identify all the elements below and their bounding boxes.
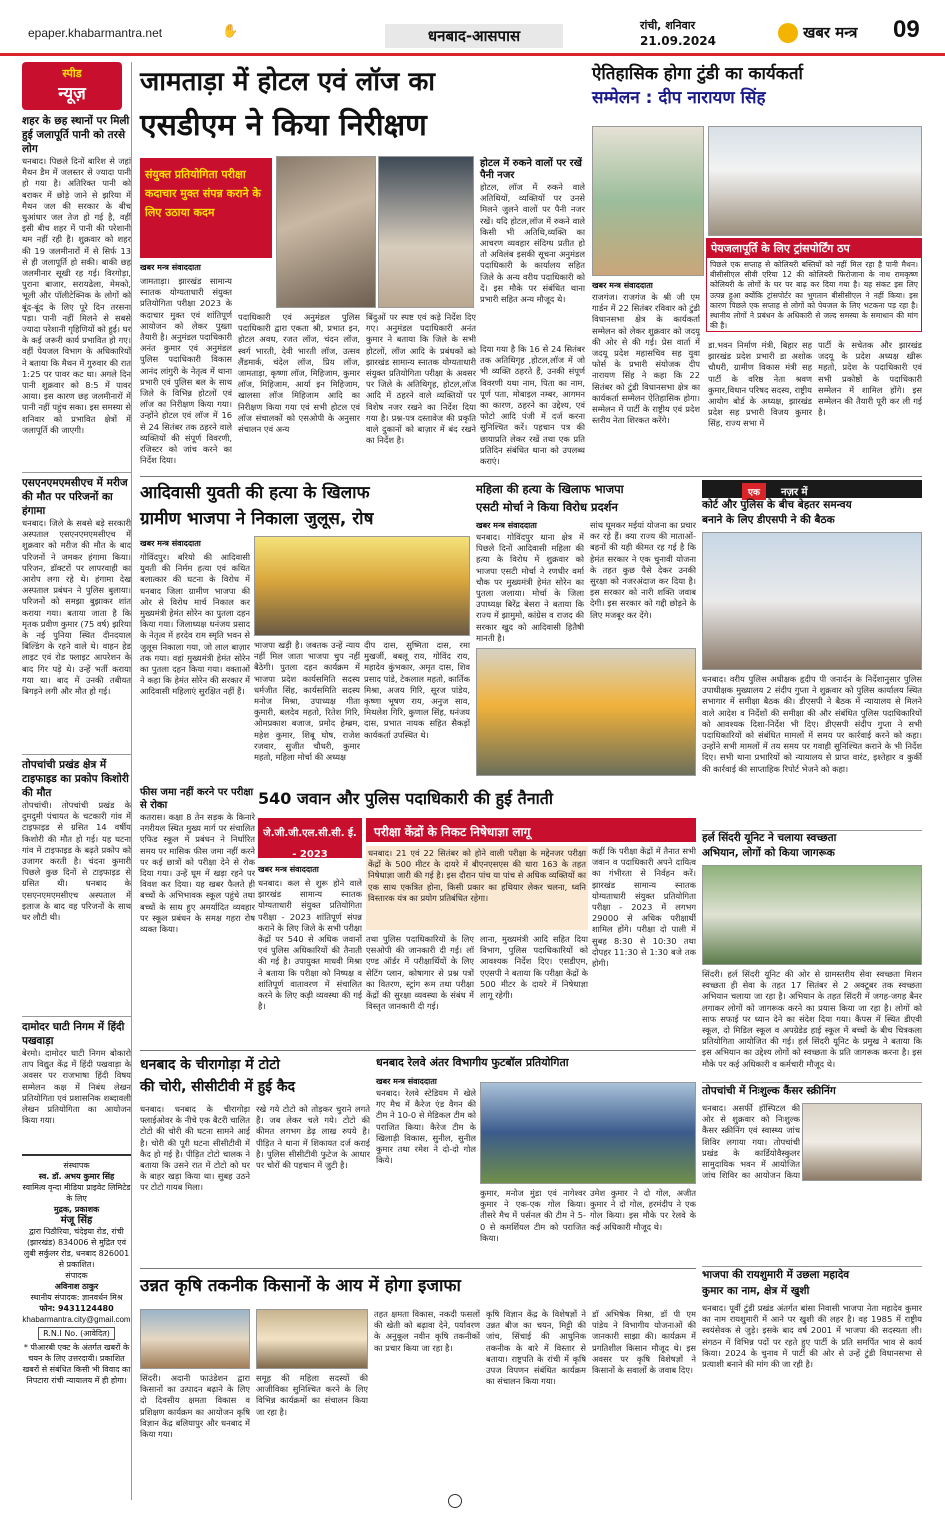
divider-2 (140, 1050, 696, 1051)
toto-col-1: धनबाद। धनबाद के चीरागोड़ा फ्लाईओवर के नीचे एक बैटरी चालित टोटो की चोरी की घटना सामने आई है। चोरी की पूरी घटना सीसीटीवी में कैद हो गई है। पीड़ित टोटो चालक ने बताया कि उसने रात में टोटो को घर के बाहर खड़ा किया था। सुबह उठने पर टोटो गायब मिला। (140, 1104, 250, 1193)
section-box (366, 818, 696, 842)
imprint-phone: फोन: 9431124480 (39, 1304, 114, 1313)
speed-item-2-body: धनबाद। जिले के सबसे बड़े सरकारी अस्पताल एसएनएमएमसीएच में शुक्रवार को मरीज की मौत के बाद परिजनों ने जमकर हंगामा किया। परिजन, डॉक्टरों पर लापरवाही का आरोप लगा रहे थे। हंगामा देख अस्पताल प्रबंधन ने पुलिस बुलाया। परिजनों को समझा बुझाकर शांत कराया गया। बताया जाता है कि मृतक प्रवीण कुमार (75 वर्ष) झरिया के नई पुनिया स्थित दीनदयाल बिल्डिंग के रहने वाले थे। वाहन हेड लाइट एवं रोड फ्लाइट आपरेशन के बाद गिर पड़े थे। उन्हें भर्ती कराया गया था। बाद में उनकी तबीयत बिगड़ने लगी और मौत हो गई। (22, 518, 131, 697)
lead-side-title: होटल में रुकने वालों पर रखें पैनी नजर (480, 158, 582, 181)
city-day: रांची, शनिवार (640, 19, 696, 32)
tundi-headline-1: ऐतिहासिक होगा टुंडी का कार्यकर्ता (592, 64, 803, 84)
tundi-story (592, 62, 922, 472)
cancer-body-left: धनबाद। असर्फी हॉस्पिटल की ओर से शुक्रवार को निःशुल्क कैंसर स्क्रीनिंग एवं स्वास्थ्य जांच शिविर लगाया गया। तोपचांची प्रखंड के कार्डियोवैस्कुलर सामुदायिक भवन में आयोजित जांच शिविर का आयोजन किया (702, 1103, 800, 1181)
exam-box-text: जे.जी.जी.एल.सी.सी. ई. - 2023 (263, 828, 357, 860)
krishi-col-2: समूह की महिला सदस्यों की आजीविका सुनिश्चित करने के लिए विभिन्न कार्यक्रमों का संचालन किया जा रहा है। (256, 1373, 368, 1417)
bjp-women-col-2: सांथ घूमकर मईयां योजना का प्रचार कर रहे हैं। क्या राज्य की माताओं-बहनों की यही कीमत रह गई है कि हेमंत सरकार ने एक चुनावी योजना के तहत कुछ पैसे देकर उनकी सुरक्षा को नजरअंदाज कर दिया है। इस सरकार को नारी शक्ति जवाब देगी। इस सरकार को गद्दी छोड़ने के लिए मजबूर कर देंगे। (590, 520, 696, 620)
bjp-mahadev-headline-1: भाजपा की रायशुमारी में उछला महादेव (702, 1269, 850, 1281)
deploy-col-2: तथा पुलिस पदाधिकारियों के लिए एसओपी की जानकारी दी गई। लॉ एण्ड ऑर्डर में परीक्षार्थियों के लिए सेटिंग प्लान, कोषागार से प्रश्न पत्रों का वितरण, स्ट्रांग रूम तथा परीक्षा केंद्रों की सुरक्षा व्यवस्था के संबंध में विस्तृत जानकारी दी गई। (366, 934, 474, 1012)
krishi-story (140, 1268, 696, 1508)
tundi-col-2: डा.भवन निर्माण मंत्री, बिहार सह झारखंड प्रदेश प्रभारी डा अशोक चौधरी, ग्रामीण विकास मंत्री सह पार्टी के वरिष्ठ नेता श्रवण कुमार,विधान परिषद सदस्य, राष्ट्रीय आयोग बोर्ड के अध्यक्ष, झारखंड प्रदेश सह प्रभारी विजय कुमार सिंह, राज्य सभा में (708, 340, 812, 429)
fees-title: फीस जमा नहीं करने पर परीक्षा से रोका (140, 787, 254, 811)
section-title-text: धनबाद-आसपास (427, 27, 521, 45)
fees-body: कतरास। कक्षा 8 तेन सड़क के किनारे नगरीयल स्थित मुख्य मार्ग पर संचालित एफिड स्कूल में प्रबंधन ने निर्धारित समय पर मासिक फीस जमा नहीं करने पर कई छात्रों को परीक्षा देने से रोक दिया गया। उन्हें घूम में खड़ा रहने पर विवश कर दिया। यह खबर फैलते ही बच्चों के अभिभावक स्कूल पहुंचे तथा बच्चों के साथ हुए अमर्यादित व्यवहार पर स्कूल प्रबंधन के समक्ष गहरा रोष व्यक्त किया। (140, 812, 255, 935)
brand-name: खबर मन्त्र (803, 23, 858, 42)
speed-item-1-body: धनबाद। पिछले दिनों बारिश से जहां मैथन डैम में जलस्तर से ज्यादा पानी हो गया है। अतिरिक्त पानी को बराकर में छोड़े जाने से झरिया में मैथन जल की सरकार के बीच धुआंधार जल तेज हो गई है, वहीं इसी बीच शहर में पानी की परेशानी थम नहीं रही है। शुक्रवार को शहर की 19 जलमीनारों में से सिर्फ 13 से ही जलापूर्ति हो सकी। बाकी छह जलमीनार सूखी रह गई। विरगोड़ा, पुराना बाजार, सरायढेला, मेमको, भूली और पॉलीटेक्निक के लोगों को बूंद-बूंद के लिए पूरे दिन तरसना पड़ा। पानी नहीं मिलने से सबसे ज्यादा परेशानी गृहिणियों को हुई। घर के कई जरूरी कार्य प्रभावित हो गए। वहीं पेयजल विभाग के अधिकारियों ने बताया कि मैथन में गुरुवार की रात 1:25 पर पावर कट था। अगले दिन पानी शुक्रवार को 8:5 में पावर आया। इस कारण छह जलमीनारों में पानी नहीं पहुंच सका। इस समस्या से शनिवार को प्रभावित क्षेत्रों में जलापूर्ति की जाएगी। (22, 156, 131, 435)
krishi-col-5: डॉ अभिषेक मिश्रा, डॉ पी एम पांडेय ने विभागीय योजनाओं की जानकारी साझा की। कार्यक्रम में प्रगतिशील किसान मौजूद थे। इस अवसर पर कृषि विशेषज्ञों ने किसानों के सवालों के जवाब दिए। (592, 1309, 696, 1376)
speed-item-2 (22, 472, 131, 750)
krishi-headline: उन्नत कृषि तकनीक किसानों के आय में होगा इजाफा (140, 1276, 461, 1296)
bjp-women-byline: खबर मन्त्र संवाददाता (476, 521, 537, 530)
football-byline: खबर मन्त्र संवाददाता (376, 1077, 437, 1086)
water-box-title-text: पेयजलापूर्ति के लिए ट्रांसपोर्टिंग ठप (711, 242, 850, 255)
bjp-women-col-1: धनबाद। गोविंदपुर थाना क्षेत्र में पिछले दिनों आदिवासी महिला की हत्या के विरोध में शुक्रवार को भाजपा एसटी मोर्चा ने रणधीर वर्मा चौक पर मुख्यमंत्री हेमंत सोरेन का पुतला जलाया। मोर्चा के जिला उपाध्यक्ष बिरेंद्र बेसरा ने बताया कि राज्य में झामुमो, कांग्रेस व राजद की सरकार खुद को आदिवासी हितैषी मानती है। (476, 532, 584, 643)
cancer-photo (802, 1103, 922, 1181)
deploy-col-4: कहीं कि परीक्षा केंद्रों में तैनात सभी जवान व पदाधिकारी अपने दायित्व का गंभीरता से निर्वहन करें। झारखंड सामान्य स्नातक योग्यताधारी संयुक्त प्रतियोगिता परीक्षा - 2023 में लगभग 29000 से अधिक परीक्षार्थी शामिल होंगे। परीक्षा दो पाली में सुबह 8:30 से 10:30 तथा दोपहर 11:30 से 1:30 बजे तक होगी। (592, 846, 696, 969)
hurl-story (702, 830, 922, 1078)
court-headline-2: बनाने के लिए डीएसपी ने की बैठक (702, 514, 835, 526)
court-box (702, 480, 922, 825)
krishi-col-4: कृषि विज्ञान केंद्र के विशेषज्ञों ने उन्नत बीज का चयन, मिट्टी की जांच, सिंचाई की आधुनिक तकनीक के बारे में विस्तार से बताया। राष्ट्रपति के रांची में कृषि उपज विपणन संबंधित कार्यक्रम का संचालन किया गया। (486, 1309, 586, 1387)
printer-name: मंजू सिंह (60, 1215, 93, 1226)
krishi-photo-2 (256, 1309, 368, 1369)
court-body: धनबाद। वरीय पुलिस अधीक्षक हृदीप पी जनार्दन के निर्देशानुसार पुलिस उपाधीक्षक मुख्यालय 2 संदीप गुप्ता ने शुक्रवार को पुलिस कार्यालय स्थित सभागार में समीक्षा बैठक की। डीएसपी ने बैठक में न्यायालय से मिलने वाले आदेश व निर्देशों की समीक्षा की और संबंधित पुलिस पदाधिकारियों को आवश्यक दिशा-निर्देश भी दिए। डीएसपी संदीप गुप्ता ने सभी पदाधिकारियों को संबंधित मामलों में समय पर कार्रवाई करने को कहा। उन्होंने सभी मामलों में तय समय पर गवाही सुनिश्चित कराने के भी निर्देश दिए। सभी थाना प्रभारियों को न्यायालय से प्राप्त वारंट, इश्तेहार व कुर्की की कार्रवाई की साप्ताहिक रिपोर्ट भेजने को कहा। (702, 674, 922, 774)
fees-story (140, 786, 255, 1031)
page-number: 09 (893, 16, 920, 43)
water-box (706, 238, 922, 332)
speed-item-3-body: तोपचांची। तोपचांची प्रखंड के दुमदुमी पंचायत के चटकारी गांव में टाइफाइड से ग्रसित 14 वर्षीय किशोरी की मौत हो गई। यह घटना गांव में टाइफाइड के बढ़ते प्रकोप को उजागर करती है। चंदना कुमारी पिछले कुछ दिनों से टाइफाइड से ग्रसित थी। धनबाद के एसएनएमएमसीएच अस्पताल में इलाज के बाद वह परिजनों के साथ घर लौटी थी। (22, 800, 131, 923)
printer-label: मुद्रक, प्रकाशक (53, 1205, 100, 1214)
imprint-email[interactable]: khabarmantra.city@gmail.com (22, 1315, 131, 1324)
court-photo (702, 532, 922, 670)
imprint-address: द्वारा पिठौरिया, चंदेइया रोड, रांची (झारखंड) 834006 से मुद्रित एवं लुबी सर्कुलर रोड, धनबाद 826001 से प्रकाशित। (23, 1227, 130, 1269)
lead-col-4: दिया गया है कि 16 से 24 सितंबर तक अतिथिगृह ,होटल,लॉज में जो भी व्यक्ति ठहरते हैं, उनकी संपूर्ण विवरणी यथा नाम, पिता का नाम, पूर्ण पता, मोबाइल नम्बर, आगमन का कारण, ठहरने का उद्देश्य, एवं फोटो आदि पंजी में दर्ज करना सुनिश्चित करें। पहचान पत्र की छायाप्रति लेकर रखें तथा एक प्रति प्रतिदिन संबंधित थाना को उपलब्ध कराएं। (480, 344, 585, 467)
imprint-disclaimer: * पीआरबी एक्ट के अंतर्गत खबरों के चयन के लिए उत्तरदायी। प्रकाशित खबरों से संबंधित किसी भी विवाद का निपटारा रांची न्यायालय में ही होगा। (22, 1343, 131, 1385)
hurl-headline-1: हर्ल सिंदरी यूनिट ने चलाया स्वच्छता (702, 832, 837, 844)
masthead (0, 0, 945, 56)
speed-news-tag-top: स्पीड (62, 67, 82, 80)
tundi-headline-2: सम्मेलन : दीप नारायण सिंह (592, 88, 766, 108)
court-tag-title: नज़र में (780, 487, 808, 498)
football-col-1: धनबाद। रेलवे स्टेडियम में खेले गए मैच में कैरेज एंड वैगन की टीम ने 10-0 से मेडिकल टीम को पराजित किया। कैरेज टीम के खिलाड़ी विकास, सुनील, सुनील कुमार तथा रमेश ने दो-दो गोल किये। (376, 1088, 476, 1166)
hurl-photo (702, 865, 922, 965)
cursor-icon: ✋ (222, 24, 239, 39)
deploy-col-1: धनबाद। कल से शुरू होने वाले झारखंड सामान्य स्नातक योग्यताधारी संयुक्त प्रतियोगिता परीक्षा - 2023 शांतिपूर्ण संपन्न कराने के लिए जिले के सभी परीक्षा केंद्रों पर 540 से अधिक जवानों एवं पुलिस अधिकारियों की तैनाती की गई है। उपायुक्त माधवी मिश्रा ने बताया कि परीक्षा को निष्पक्ष व शांतिपूर्ण वातावरण में संचालित करने के लिए कड़ी व्यवस्था की गई है। (258, 878, 362, 1012)
lead-col-1: जामताड़ा। झारखंड सामान्य स्नातक योग्यताधारी संयुक्त प्रतियोगिता परीक्षा 2023 के कदाचार मुक्त एवं शांतिपूर्ण आयोजन को लेकर पुख्ता तैयारी है। अनुमंडल पदाधिकारी अनंत कुमार एवं अनुमंडल पुलिस पदाधिकारी विकास आनंद लांगुरी के नेतृत्व में थाना प्रभारी एवं पुलिस बल के साथ जिले के विभिन्न होटलों एवं लॉज का निरीक्षण किया गया। उन्होंने होटल एवं लॉज में 16 से 24 सितंबर तक ठहरने वाले व्यक्तियों की संपूर्ण विवरणी, रजिस्टर को जांच करने का निर्देश दिया। (140, 276, 232, 466)
section-box-body: धनबाद। 21 एवं 22 सितंबर को होने वाली परीक्षा के मद्देनजर परीक्षा केंद्रों के 500 मीटर के दायरे में बीएनएसएस की धारा 163 के तहत निषेधाज्ञा जारी की गई है। इस दौरान पांच या पांच से अधिक व्यक्तियों का एक साथ एकत्रित होना, किसी प्रकार का हथियार लेकर चलना, ध्वनि विस्तारक यंत्र का प्रयोग प्रतिबंधित रहेगा। (366, 846, 588, 930)
bjp-women-photo (476, 648, 696, 776)
krishi-col-3: तहत क्षमता विकास, नकदी फसलों की खेती को बढ़ावा देने, पर्यावरण के अनुकूल नवीन कृषि तकनीकों का प्रचार किया जा रहा है। (374, 1309, 480, 1353)
football-headline: धनबाद रेलवे अंतर विभागीय फुटबॉल प्रतियोगिता (376, 1056, 569, 1069)
local-editor: स्थानीय संपादक: ज्ञानवर्धन मिश्र (30, 1293, 123, 1302)
krishi-col-1: सिंदरी। अदानी फाउंडेशन द्वारा किसानों का उत्पादन बढ़ाने के लिए दो दिवसीय क्षमता विकास व प्रशिक्षण कार्यक्रम का आयोजन कृषि विज्ञान केंद्र बलियापुर और धनबाद में किया गया। (140, 1373, 250, 1440)
divider-1 (140, 476, 922, 477)
registration-mark-icon (448, 1494, 462, 1508)
founder-name: स्व. डॉ. अभय कुमार सिंह (38, 1172, 115, 1181)
speed-item-4-body: बेरमो। दामोदर घाटी निगम बोकारो ताप विद्युत केंद्र में हिंदी पखवाड़ा के अवसर पर राजभाषा हिंदी विषय सम्मेलन कक्ष में निबंध लेखन प्रतियोगिता एवं प्रशासनिक शब्दावली लेखन प्रतियोगिता का आयोजन किया गया। (22, 1048, 131, 1126)
lead-subhead-box (140, 158, 272, 258)
lead-col-3: बिंदुओं पर स्पष्ट एवं कड़े निर्देश दिए गए। अनुमंडल पदाधिकारी अनंत कुमार ने बताया कि जिले के सभी होटलों, लॉज आदि के प्रबंधकों को झारखंड सामान्य स्नातक योग्यताधारी संयुक्त प्रतियोगिता परीक्षा के अवसर पर जिले के अतिथिगृह, होटल,लॉज आदि में ठहरने वाले व्यक्तियों पर विशेष नजर रखने का निर्देश दिया गया है। प्रश्न-पत्र दस्तावेज की प्रकृति वाले दुकानों को बाज़ार में बंद रखने का निर्देश है। (366, 312, 476, 446)
lead-side-box (480, 158, 585, 340)
football-col-2: कुमार, मनोज मुंडा एवं नागेश्वर कुमार ने एक-एक गोल किया। तीसरे मैच में पर्सनल की टीम ने 5-0 से कमर्शियल टीम को पराजित किया। (480, 1188, 586, 1243)
editor-label: संपादक (65, 1271, 88, 1280)
lead-photo-2 (378, 156, 474, 308)
court-tag (702, 480, 922, 498)
hurl-body: सिंदरी। हर्ल सिंदरी यूनिट की ओर से ग्रामस्तरीय सेवा स्वच्छता मिशन स्वच्छता ही सेवा के तहत 17 सितंबर से 2 अक्टूबर तक स्वच्छता अभियान चलाया जा रहा है। अभियान के तहत सिंदरी में जगह-जगह बैनर लगाकर लोगों को जागरूक करने का प्रयास किया जा रहा है। लोगों को साफ सफाई पर ध्यान देने का संदेश दिया गया। कैंपस में स्थित डीएवी स्कूल, दो मिडिल स्कूल व अपग्रेडेड हाई स्कूल में बच्चों के बीच चित्रकला प्रतियोगिता आयोजित की गई। हर्ल सिंदरी यूनिट के प्रमुख ने बताया कि इस अभियान का उद्देश्य लोगों को स्वच्छता के प्रति जागरूक करना है। इस मौके पर कई अधिकारी व कर्मचारी मौजूद थे। (702, 969, 922, 1069)
adivasi-col-1: गोविंदपुर। बरियो की आदिवासी युवती की निर्मम हत्या एवं कथित बलात्कार की घटना के विरोध में धनबाद जिला ग्रामीण भाजपा की ओर से विरोध मार्च निकाल कर मुख्यमंत्री हेमंत सोरेन का पुतला दहन किया गया। जिलाध्यक्ष धनंजय प्रसाद के नेतृत्व में हरदेव राम स्मृति भवन से जुलूस निकाला गया, जो लाल बाज़ार तक गया। वहां मुख्यमंत्री हेमंत सोरेन का पुतला दहन किया गया। वक्ताओं ने कहा कि हेमंत सोरेन की सरकार में आदिवासी महिलाएं सुरक्षित नहीं हैं। (140, 552, 250, 697)
krishi-photo-1 (140, 1309, 250, 1369)
bjp-women-headline-1: महिला की हत्या के खिलाफ भाजपा (476, 482, 624, 496)
speed-item-4-title: दामोदर घाटी निगम में हिंदी पखवाड़ा (22, 1021, 125, 1047)
imprint (22, 1154, 131, 1386)
adivasi-photo (254, 536, 470, 636)
section-title (385, 24, 563, 48)
lead-subhead-text: संयुक्त प्रतियोगिता परीक्षा कदाचार मुक्त संपन्न कराने के लिए उठाया कदम (145, 168, 261, 219)
toto-headline-2: की चोरी, सीसीटीवी में हुई कैद (140, 1079, 296, 1095)
toto-story (140, 1054, 370, 1274)
lead-col-2: पदाधिकारी एवं अनुमंडल पुलिस पदाधिकारी द्वारा एकता श्री, प्रभात इन, होटल अवध, रजत लॉज, चंदन लॉज, स्वर्ग भारती, देवी भारती लॉज, उत्सव लैंडमार्क, चंदेल लॉज, प्रिय लॉज, जामताड़ा, कृष्णा लॉज, मिहिजाम, कुमार लॉज, मिहिजाम, आर्या इन मिहिजाम, खालसा लॉज मिहिजाम आदि का निरीक्षण किया गया एवं सभी होटल एवं लॉज संचालकों को एसओपी के अनुसार संचालन एवं अन्य (238, 312, 360, 435)
epaper-url[interactable]: epaper.khabarmantra.net (28, 26, 163, 40)
brand-logo-icon (778, 23, 798, 43)
exam-box (258, 818, 362, 858)
adivasi-col-2: भाजपा खड़ी है। जबतक उन्हें न्याय नहीं मिल जाता भाजपा चुप नहीं बैठेगी। पुतला दहन कार्यक्रम में भाजपा प्रदेश कार्यसमिति सदस्य धर्मजीत सिंह, कार्यसमिति सदस्य मनोज मिश्रा, उपाध्यक्ष गीता कुमारी, बलदेव महतो, रितेश गिरि, ओमप्रकाश बजाज, प्रमोद हेम्ब्रम, महेश कुमार, शिबू घोष, राजेश रजवार, सुजीत चौधरी, कुमार महतो, महिला मोर्चा की अध्यक्ष (254, 640, 360, 763)
court-headline-1: कोर्ट और पुलिस के बीच बेहतर समन्वय (702, 499, 852, 511)
lead-side-body: होटल, लॉज में रुकने वाले अतिथियों, व्यक्तियों पर उनसे मिलने जुलने वालों पर पैनी नजर रखें। यदि होटल,लॉज में रुकने वाले किसी भी अतिथि,व्यक्ति का आचरण व्यवहार संदिग्ध प्रतीत हो तो अविलंब इसकी सूचना अनुमंडल पदाधिकारी के कार्यालय सहित जिले के अन्य वरीय पदाधिकारी को दें। इस मौके पर संबंधित थाना प्रभारी सहित अन्य मौजूद थे। (480, 182, 585, 305)
toto-col-2: रखे गये टोटो को तोड़कर चुराने लगते हैं। जब लेकर चले गये। टोटो की कीमत लगभग डेढ़ लाख रुपये है। पीड़ित ने थाना में शिकायत दर्ज कराई है। पुलिस सीसीटीवी फुटेज के आधार पर चोरों की पहचान में जुटी है। (256, 1104, 370, 1171)
speed-news-tag-bottom: न्यूज़ (58, 84, 86, 104)
speed-item-3 (22, 754, 131, 1012)
adivasi-story (140, 480, 470, 780)
cancer-story (702, 1082, 922, 1262)
water-box-body: पिछले एक सप्ताह से कोलियरी बस्तियों को नहीं मिल रहा है पानी मैथन। बीसीसीएल सीवी एरिया 12 की कोलियरी फिरोजाना के नाथ रामकृष्ण कोलियरी के लोगों के घर पर बाढ़ कर दिया गया है। यह संकट इस लिए उत्पन्न हुआ क्योंकि ट्रांसपोर्टर का भुगतान बीसीसीएल ने नहीं किया। इस कारण पिछले एक सप्ताह से लोगों को पेयजल के लिए भटकना पड़ रहा है। स्थानीय लोगों ने प्रबंधन के अधिकारी से जल्द समस्या के समाधान की मांग की है। (710, 260, 918, 330)
deploy-headline: 540 जवान और पुलिस पदाधिकारी की हुई तैनाती (258, 789, 554, 808)
speed-item-1-title: शहर के छह स्थानों पर मिली हुई जलापूर्ति पानी को तरसे लोग (22, 115, 130, 155)
toto-headline-1: धनबाद के चीरागोड़ा में टोटो (140, 1057, 280, 1073)
imprint-body: स्वामित्व वृन्दा मीडिया प्राइवेट लिमिटेड के लिए (22, 1183, 131, 1203)
deploy-col-3: लाना, मुख्यमंत्री आदि सहित दिया विभाग, पुलिस पदाधिकारियों को आवश्यक निर्देश दिए। एसडीएम, एएसपी ने बताया कि परीक्षा केंद्रों के 500 मीटर के दायरे में निषेधाज्ञा लागू रहेगी। (480, 934, 588, 1001)
speed-item-3-title: तोपचांची प्रखंड क्षेत्र में टाइफाइड का प्रकोप किशोरी की मौत (22, 759, 129, 799)
section-box-text: परीक्षा केंद्रों के निकट निषेधाज्ञा लागू (374, 825, 531, 839)
tundi-col-3: पार्टी के सचेतक और झारखंड जदयू के प्रदेश अध्यक्ष खीरू महतो, प्रदेश के पदाधिकारी एवं सभी प्रकोष्ठों के पदाधिकारी सम्मेलन में शामिल होंगे। इस सम्मेलन की तैयारी पूरी कर ली गई है। (818, 340, 922, 418)
football-col-3: उमेश कुमार ने दो गोल, अजीत कुमार ने दो गोल, हरमंदीप ने एक गोल किया। इस मौके पर रेलवे के कई अधिकारी मौजूद थे। (590, 1188, 696, 1232)
lead-byline: खबर मन्त्र संवाददाता (140, 263, 201, 272)
tundi-photo-2 (708, 126, 922, 236)
deploy-story (258, 786, 696, 1046)
speed-news-tag (22, 62, 122, 110)
bjp-women-story (476, 480, 696, 780)
bjp-mahadev-headline-2: कुमार का नाम, क्षेत्र में खुशी (702, 1285, 810, 1297)
bjp-mahadev-body: धनबाद। पूर्वी टुंडी प्रखंड अंतर्गत बांसा निवासी भाजपा नेता महादेव कुमार का नाम रायशुमारी में आने पर खुशी की लहर है। वह 1985 में राष्ट्रीय स्वयंसेवक से जुड़े। इसके बाद वर्ष 2001 में भाजपा की सदस्यता ली। संगठन में विभिन्न पदों पर रहते हुए पार्टी के प्रति समर्पित भाव से कार्य किया। 2024 के चुनाव में पार्टी की ओर से उन्हें टुंडी विधानसभा से प्रत्याशी बनाने की मांग की जा रही है। (702, 1303, 922, 1370)
speed-item-4 (22, 1016, 131, 1148)
adivasi-headline-2: ग्रामीण भाजपा ने निकाला जुलूस, रोष (140, 509, 374, 529)
court-tag-label: एक (742, 483, 766, 500)
speed-item-2-title: एसएनएमएमसीएच में मरीज की मौत पर परिजनों का हंगामा (22, 477, 128, 517)
tundi-byline: खबर मन्त्र संवाददाता (592, 281, 653, 290)
bjp-mahadev-story (702, 1266, 922, 1506)
speed-news-column (22, 62, 132, 1500)
football-story (376, 1054, 696, 1264)
adivasi-headline-1: आदिवासी युवती की हत्या के खिलाफ (140, 483, 370, 503)
adivasi-byline: खबर मन्त्र संवाददाता (140, 539, 201, 548)
bjp-women-headline-2: एसटी मोर्चा ने किया विरोध प्रदर्शन (476, 500, 618, 514)
founder-label: संस्थापक (63, 1161, 90, 1170)
deploy-byline: खबर मन्त्र संवाददाता (258, 865, 319, 874)
imprint-rni: R.N.I No. (आवेदित) (38, 1327, 115, 1340)
lead-photo-1 (276, 156, 376, 308)
football-photo (480, 1082, 696, 1184)
lead-headline-1: जामताड़ा में होटल एवं लॉज का (140, 67, 436, 97)
hurl-headline-2: अभियान, लोगों को किया जागरूक (702, 847, 835, 859)
cancer-headline: तोपचांची में निःशुल्क कैंसर स्क्रीनिंग (702, 1085, 836, 1097)
brand (778, 22, 857, 46)
tundi-col-1: राजगंज। राजगंज के श्री जी एम गार्डन में 22 सितंबर रविवार को टुंडी विधानसभा क्षेत्र के कार्यकर्ता सम्मेलन को लेकर शुक्रवार को जदयू की ओर से की गई। प्रेस वार्ता में जदयू प्रदेश महासचिव सह युवा फोर्स के प्रभारी संयोजक दीप नारायण सिंह ने कहा कि 22 सितंबर को टुंडी विधानसभा क्षेत्र का कार्यकर्ता सम्मेलन ऐतिहासिक होगा। सम्मेलन में पार्टी के राष्ट्रीय एवं प्रदेश स्तरीय नेता शिरकत करेंगे। (592, 292, 700, 426)
adivasi-col-3: दीप दास, सुष्मिता दास, रमा मुखर्जी, बबलू राय, गोविंद राय, महादेव कुंभकार, अमृत दास, शिव प्रसाद पांडे, टेकलाल महतो, कार्तिक मिश्रा, अजय गिरि, सूरज पांडेय, कृष्णा भूषण राय, अनुज साव, मिथलेश गिरि, कुणाल सिंह, धनंजय दास, प्रभात नायक सहित सैकड़ों कार्यकर्ता उपस्थित थे। (364, 640, 470, 740)
issue-date: 21.09.2024 (640, 34, 716, 48)
water-box-title (707, 239, 921, 258)
tundi-photo-1 (592, 126, 704, 276)
speed-item-1 (22, 114, 131, 468)
lead-headline-2: एसडीएम ने किया निरीक्षण (140, 108, 427, 143)
editor-name: अविनाश ठाकुर (54, 1282, 99, 1291)
lead-story (140, 62, 585, 472)
